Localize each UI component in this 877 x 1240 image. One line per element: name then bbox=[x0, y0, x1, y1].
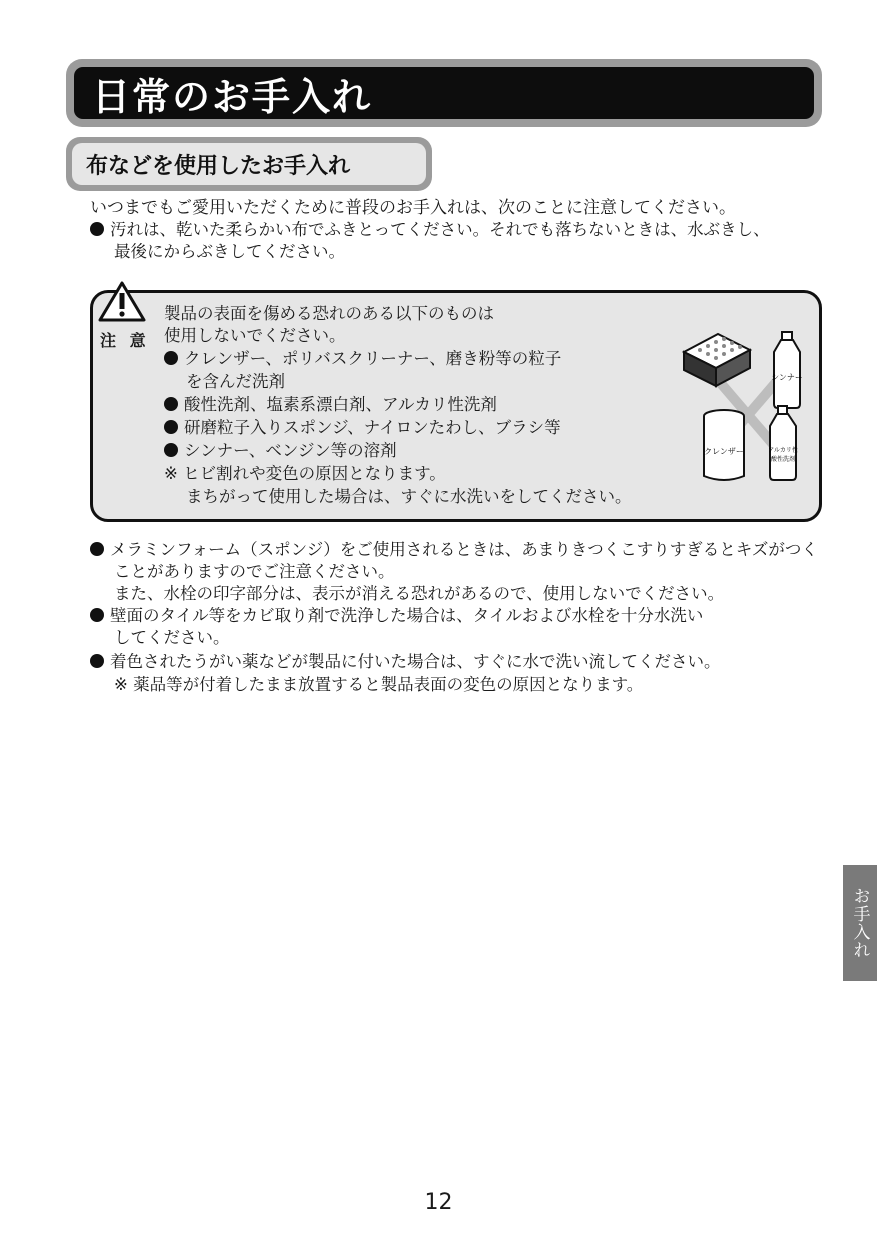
caution-label: 注 意 bbox=[100, 331, 150, 350]
bullet-item-3 bbox=[90, 605, 703, 627]
bullet-icon bbox=[90, 542, 104, 556]
caution-line-1: 製品の表面を傷める恐れのある以下のものは bbox=[164, 304, 494, 323]
bullet-4-line-1: 着色されたうがい薬などが製品に付いた場合は、すぐに水で洗い流してください。 bbox=[110, 652, 721, 671]
bullet-1-line-1: 汚れは、乾いた柔らかい布でふきとってください。それでも落ちないときは、水ぶきし、 bbox=[110, 220, 770, 239]
caution-item-1-line-2: を含んだ洗剤 bbox=[186, 372, 285, 391]
bullet-icon bbox=[90, 608, 104, 622]
page-title-bar bbox=[66, 59, 822, 127]
thinner-bottle-icon bbox=[771, 332, 803, 408]
bullet-item-2 bbox=[90, 539, 818, 561]
caution-item-3 bbox=[164, 417, 561, 439]
caution-item-4-text: シンナー、ベンジン等の溶剤 bbox=[184, 441, 397, 460]
alkali-bottle-icon bbox=[768, 406, 798, 480]
caution-item-1-line-1: クレンザー、ポリバスクリーナー、磨き粉等の粒子 bbox=[184, 349, 562, 368]
alkali-label-2: 酸性洗剤 bbox=[770, 456, 796, 463]
caution-item-3-text: 研磨粒子入りスポンジ、ナイロンたわし、ブラシ等 bbox=[184, 418, 561, 437]
bullet-2-line-3: また、水栓の印字部分は、表示が消える恐れがあるので、使用しないでください。 bbox=[114, 584, 725, 603]
caution-item-1 bbox=[164, 348, 561, 370]
caution-line-2: 使用しないでください。 bbox=[164, 326, 346, 345]
side-index-tab: お手入れ bbox=[843, 865, 877, 981]
bullet-icon bbox=[164, 351, 178, 365]
sponge-icon bbox=[684, 334, 750, 386]
bullet-icon bbox=[164, 443, 178, 457]
bullet-3-line-1: 壁面のタイル等をカビ取り剤で洗浄した場合は、タイルおよび水栓を十分水洗い bbox=[110, 606, 704, 625]
caution-note-line-2: まちがって使用した場合は、すぐに水洗いをしてください。 bbox=[186, 487, 632, 506]
bullet-4-line-2: ※ 薬品等が付着したまま放置すると製品表面の変色の原因となります。 bbox=[114, 675, 644, 694]
page-number: 12 bbox=[424, 1190, 453, 1215]
bullet-2-line-2: ことがありますのでご注意ください。 bbox=[114, 562, 395, 581]
cleanser-can-icon bbox=[704, 410, 744, 480]
bullet-1-line-2: 最後にからぶきしてください。 bbox=[114, 242, 345, 261]
bullet-2-line-1: メラミンフォーム（スポンジ）をご使用されるときは、あまりきつくこすりすぎるとキズがつく bbox=[110, 540, 818, 559]
bullet-item-4 bbox=[90, 651, 721, 673]
bullet-icon bbox=[90, 654, 104, 668]
page-title: 日常のお手入れ bbox=[74, 67, 814, 119]
cleanser-label: クレンザー bbox=[704, 447, 744, 456]
caution-item-4 bbox=[164, 440, 397, 462]
caution-note-line-1: ※ ヒビ割れや変色の原因となります。 bbox=[164, 464, 446, 483]
thinner-label: シンナー bbox=[771, 373, 803, 382]
intro-text: いつまでもご愛用いただくために普段のお手入れは、次のことに注意してください。 bbox=[90, 198, 736, 218]
section-heading-box bbox=[66, 137, 432, 191]
bullet-icon bbox=[164, 397, 178, 411]
caution-item-2 bbox=[164, 394, 497, 416]
alkali-label-1: アルカリ性 bbox=[768, 447, 798, 454]
section-heading: 布などを使用したお手入れ bbox=[72, 143, 426, 185]
caution-item-2-text: 酸性洗剤、塩素系漂白剤、アルカリ性洗剤 bbox=[184, 395, 497, 414]
prohibited-cleaners-illustration bbox=[678, 330, 808, 490]
warning-triangle-icon bbox=[97, 280, 147, 324]
bullet-icon bbox=[164, 420, 178, 434]
bullet-item-1 bbox=[90, 219, 770, 241]
bullet-3-line-2: してください。 bbox=[114, 628, 230, 647]
bullet-icon bbox=[90, 222, 104, 236]
